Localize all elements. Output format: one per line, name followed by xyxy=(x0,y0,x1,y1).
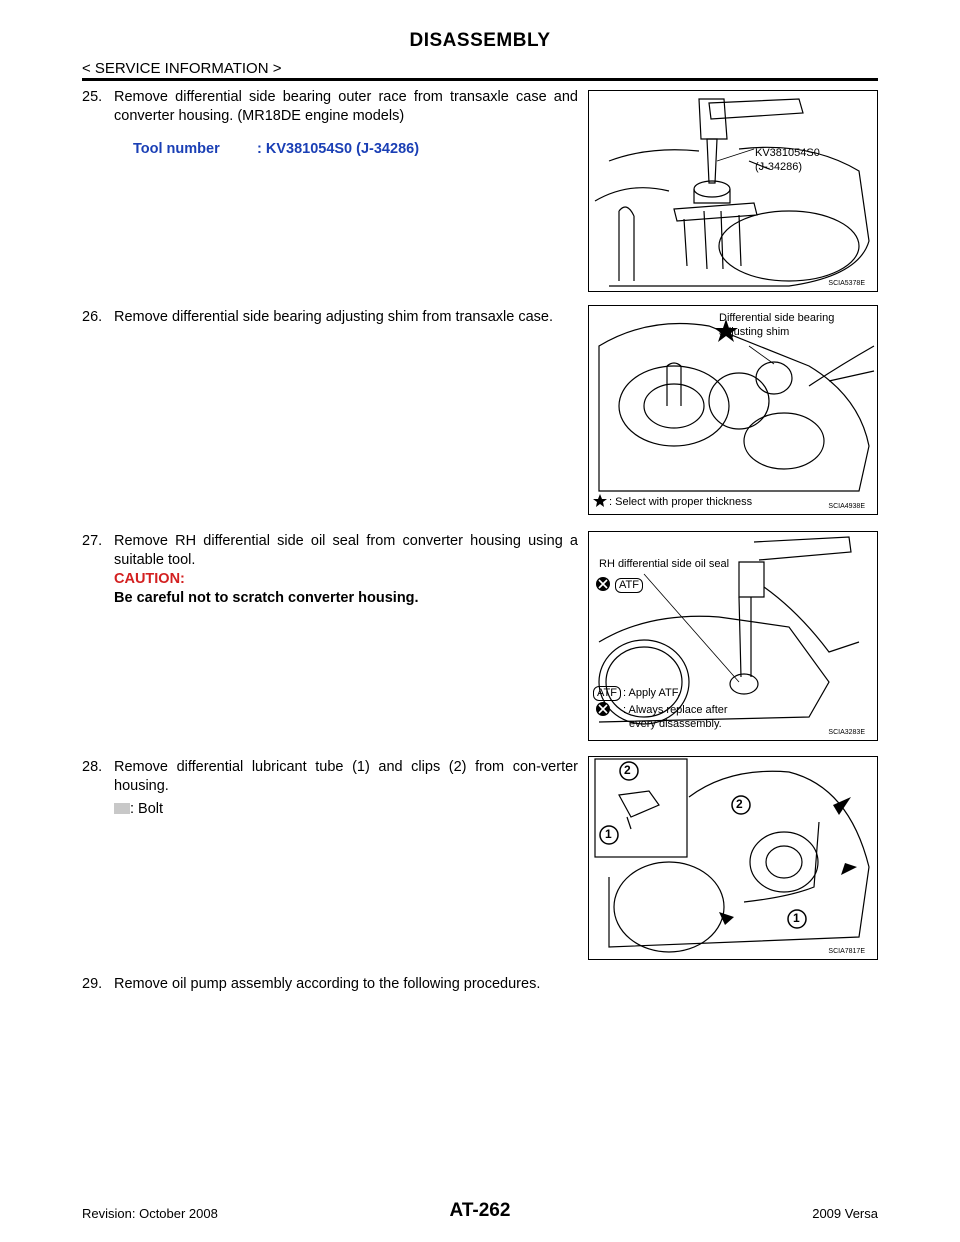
footer-revision: Revision: October 2008 xyxy=(82,1206,218,1221)
figure-label: (J-34286) xyxy=(755,161,803,173)
step-text: Remove oil pump assembly according to the following procedures. xyxy=(114,976,541,992)
tool-number xyxy=(133,141,419,157)
figure-label: RH differential side oil seal xyxy=(599,558,730,570)
step-text: Remove RH differential side oil seal from converter housing using a suitable tool. xyxy=(114,533,578,568)
step-26 xyxy=(82,308,578,327)
figure-label: Differential side bearing xyxy=(719,312,835,324)
figure-label: : Always replace after xyxy=(623,704,728,716)
figure-code: SCIA5378E xyxy=(828,280,865,287)
figure-label: ATF xyxy=(593,686,621,701)
step-number: 26. xyxy=(82,309,103,325)
figure-label: ATF xyxy=(615,578,643,593)
figure-label: adjusting shim xyxy=(719,326,790,338)
figure-code: SCIA3283E xyxy=(828,729,865,736)
figure-lubricant-tube-drawing xyxy=(589,757,877,959)
step-number: 25. xyxy=(82,89,103,105)
figure-label: every disassembly. xyxy=(629,718,722,730)
step-text: Remove differential side bearing adjusting shim from transaxle case. xyxy=(114,309,553,325)
step-number: 28. xyxy=(82,759,103,775)
figure-code: SCIA4938E xyxy=(828,503,865,510)
page-title: DISASSEMBLY xyxy=(409,30,551,51)
step-text: Remove differential side bearing outer race from transaxle case and converter housing. (MR18DE engine models) xyxy=(114,89,578,124)
caution-text: Be careful not to scratch converter housing. xyxy=(114,590,419,606)
section-breadcrumb: < SERVICE INFORMATION > xyxy=(82,60,282,77)
figure-callout: 2 xyxy=(624,763,631,777)
page-number: AT-262 xyxy=(449,1200,511,1221)
figure-tool-removal xyxy=(588,90,878,292)
step-25 xyxy=(82,88,578,126)
step-27 xyxy=(82,532,578,608)
header-divider xyxy=(82,78,878,81)
bolt-legend-text: : Bolt xyxy=(130,801,164,817)
bolt-legend-icon xyxy=(114,803,130,814)
figure-callout: 1 xyxy=(605,827,612,841)
step-28 xyxy=(82,758,578,819)
caution-label: CAUTION: xyxy=(114,571,185,587)
footer-model: 2009 Versa xyxy=(812,1206,878,1221)
figure-label: : Select with proper thickness xyxy=(609,496,753,508)
tool-label: Tool number xyxy=(133,141,220,157)
step-number: 29. xyxy=(82,976,103,992)
figure-oil-seal xyxy=(588,531,878,741)
figure-callout: 2 xyxy=(736,797,743,811)
step-29 xyxy=(82,975,578,994)
step-number: 27. xyxy=(82,533,103,549)
figure-adjusting-shim xyxy=(588,305,878,515)
tool-value: : KV381054S0 (J-34286) xyxy=(257,141,420,157)
figure-lubricant-tube xyxy=(588,756,878,960)
figure-callout: 1 xyxy=(793,911,800,925)
figure-code: SCIA7817E xyxy=(828,948,865,955)
step-text: Remove differential lubricant tube (1) and clips (2) from con-verter housing. xyxy=(114,759,578,794)
figure-label: KV381054S0 xyxy=(755,147,820,159)
figure-tool-removal-drawing xyxy=(589,91,877,291)
figure-label: : Apply ATF. xyxy=(623,687,681,699)
